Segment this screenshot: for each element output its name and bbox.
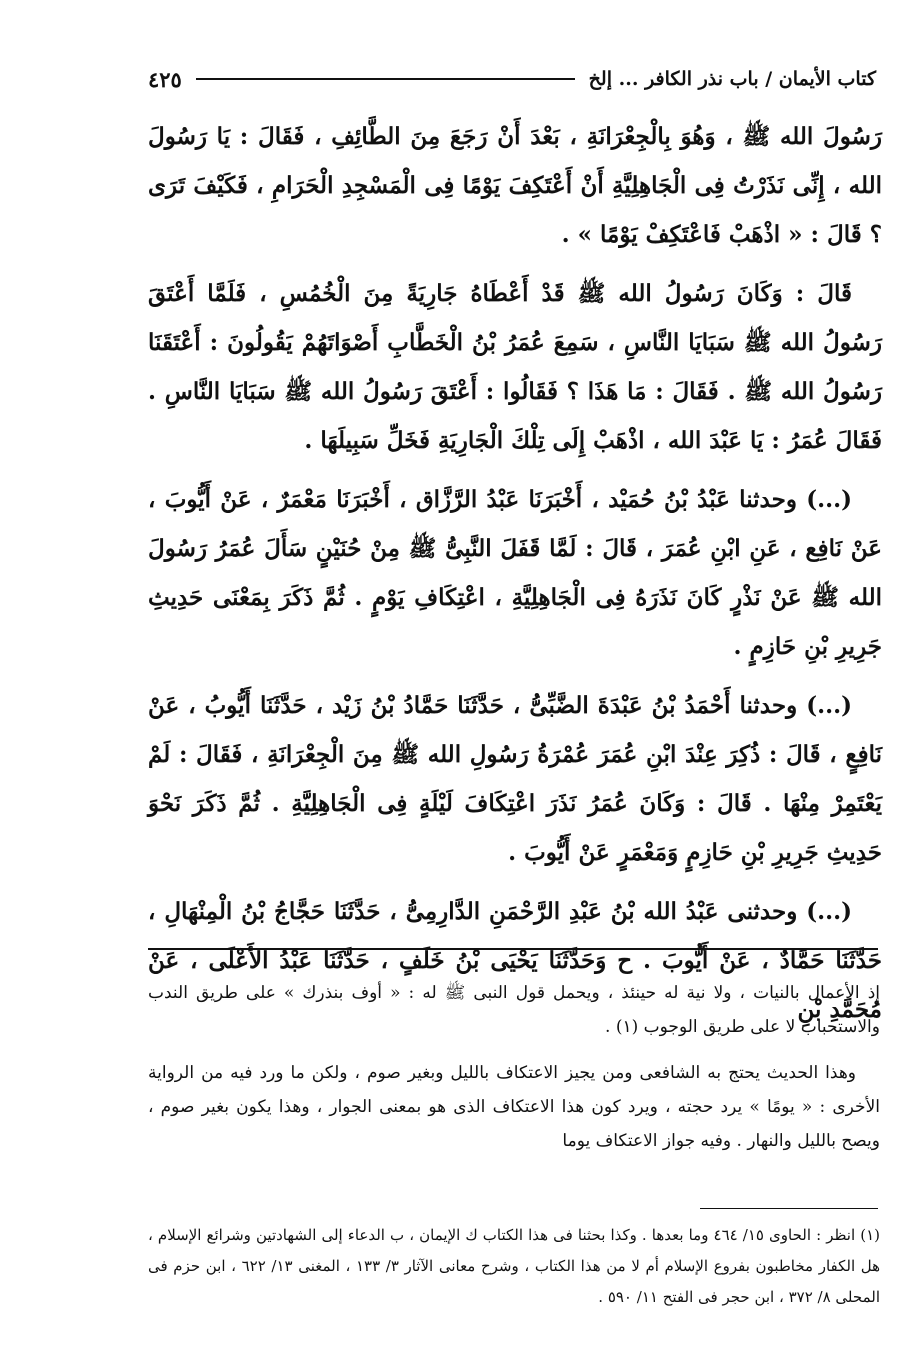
- main-paragraph: قَالَ : وَكَانَ رَسُولُ الله ﷺ قَدْ أَعْطَاهُ جَارِيَةً مِنَ الْخُمُسِ ، فَلَمَّا أَعْتَقَ رَسُولُ الله ﷺ سَبَايَا النَّاسِ ، سَمِعَ عُمَرُ بْنُ الْخَطَّابِ أَصْوَاتَهُمْ يَقُولُونَ : أَعْتَقَنَا رَسُولُ الله ﷺ . فَقَالَ : مَا هَذَا ؟ فَقَالُوا : أَعْتَقَ رَسُولُ الله ﷺ سَبَايَا النَّاسِ . فَقَالَ عُمَرُ : يَا عَبْدَ الله ، اذْهَبْ إِلَى تِلْكَ الْجَارِيَةِ فَخَلِّ سَبِيلَهَا .: [148, 280, 882, 454]
- footnotes: [148, 1220, 880, 1313]
- main-paragraph: (...) وحدثنى عَبْدُ الله بْنُ عَبْدِ الرَّحْمَنِ الدَّارِمِىُّ ، حَدَّثَنَا حَجَّاجُ بْنُ الْمِنْهَالِ ، حَدَّثَنَا حَمَّادٌ ، عَنْ أَيُّوبَ . ح وَحَدَّثَنَا يَحْيَى بْنُ خَلَفٍ ، حَدَّثَنَا عَبْدُ الأَعْلَى ، عَنْ مُحَمَّدِ بْنِ: [148, 898, 882, 1023]
- footnote: (١) انظر : الحاوى ١٥/ ٤٦٤ وما بعدها . وكذا بحثنا فى هذا الكتاب ك الإيمان ، ب الدعاء إلى الشهادتين وشرائع الإسلام ، هل الكفار مخاطبون بفروع الإسلام أم لا من هذا الكتاب ، وشرح معانى الآثار ٣/ ١٣٣ ، المغنى ١٣/ ٦٢٢ ، ابن حزم فى المحلى ٨/ ٣٧٢ ، ابن حجر فى الفتح ١١/ ٥٩٠ .: [148, 1226, 881, 1306]
- commentary-paragraph: وهذا الحديث يحتج به الشافعى ومن يجيز الاعتكاف بالليل وبغير صوم ، ولكن ما ورد فيه من الرواية الأخرى : « يومًا » يرد حجته ، ويرد كون هذا الاعتكاف الذى هو بمعنى الجوار ، وهذا يكون بغير صوم ، ويصح بالليل والنهار . وفيه جواز الاعتكاف يوما: [148, 1063, 880, 1151]
- footnote-divider: [700, 1208, 878, 1209]
- main-text: [148, 112, 882, 1044]
- commentary: [148, 976, 880, 1170]
- running-head: كتاب الأيمان / باب نذر الكافر ... إلخ: [588, 68, 876, 90]
- commentary-paragraph: إذ الأعمال بالنيات ، ولا نية له حينئذ ، ويحمل قول النبى ﷺ له : « أوف بنذرك » على طريق الندب والاستحباب لا على طريق الوجوب (١) .: [148, 983, 880, 1037]
- section-divider: [148, 948, 878, 950]
- main-paragraph: (...) وحدثنا عَبْدُ بْنُ حُمَيْد ، أَخْبَرَنَا عَبْدُ الرَّزَّاق ، أَخْبَرَنَا مَعْمَرٌ ، عَنْ أَيُّوبَ ، عَنْ نَافِع ، عَنِ ابْنِ عُمَرَ ، قَالَ : لَمَّا قَفَلَ النَّبِىُّ ﷺ مِنْ حُنَيْنٍ سَأَلَ عُمَرُ رَسُولَ الله ﷺ عَنْ نَذْرٍ كَانَ نَذَرَهُ فِى الْجَاهِلِيَّةِ ، اعْتِكَافِ يَوْمٍ . ثُمَّ ذَكَرَ بِمَعْنَى حَدِيثِ جَرِيرِ بْنِ حَازِمٍ .: [148, 486, 882, 660]
- main-paragraph: (...) وحدثنا أَحْمَدُ بْنُ عَبْدَةَ الضَّبِّىُّ ، حَدَّثَنَا حَمَّادُ بْنُ زَيْد ، حَدَّثَنَا أَيُّوبُ ، عَنْ نَافِعٍ ، قَالَ : ذُكِرَ عِنْدَ ابْنِ عُمَرَ عُمْرَةُ رَسُولِ الله ﷺ مِنَ الْجِعْرَانَةِ ، فَقَالَ : لَمْ يَعْتَمِرْ مِنْهَا . قَالَ : وَكَانَ عُمَرُ نَذَرَ اعْتِكَافَ لَيْلَةٍ فِى الْجَاهِلِيَّةِ . ثُمَّ ذَكَرَ نَحْوَ حَدِيثِ جَرِيرِ بْنِ حَازِمٍ وَمَعْمَرٍ عَنْ أَيُّوبَ .: [148, 692, 882, 866]
- main-paragraph: رَسُولَ الله ﷺ ، وَهُوَ بِالْجِعْرَانَةِ ، بَعْدَ أَنْ رَجَعَ مِنَ الطَّائِفِ ، فَقَالَ : يَا رَسُولَ الله ، إِنِّى نَذَرْتُ فِى الْجَاهِلِيَّةِ أَنْ أَعْتَكِفَ يَوْمًا فِى الْمَسْجِدِ الْحَرَامِ ، فَكَيْفَ تَرَى ؟ قَالَ : « اذْهَبْ فَاعْتَكِفْ يَوْمًا » .: [148, 123, 882, 248]
- header-rule: [196, 78, 575, 80]
- page-number: ٤٢٥: [148, 66, 182, 92]
- page-header: [148, 62, 876, 96]
